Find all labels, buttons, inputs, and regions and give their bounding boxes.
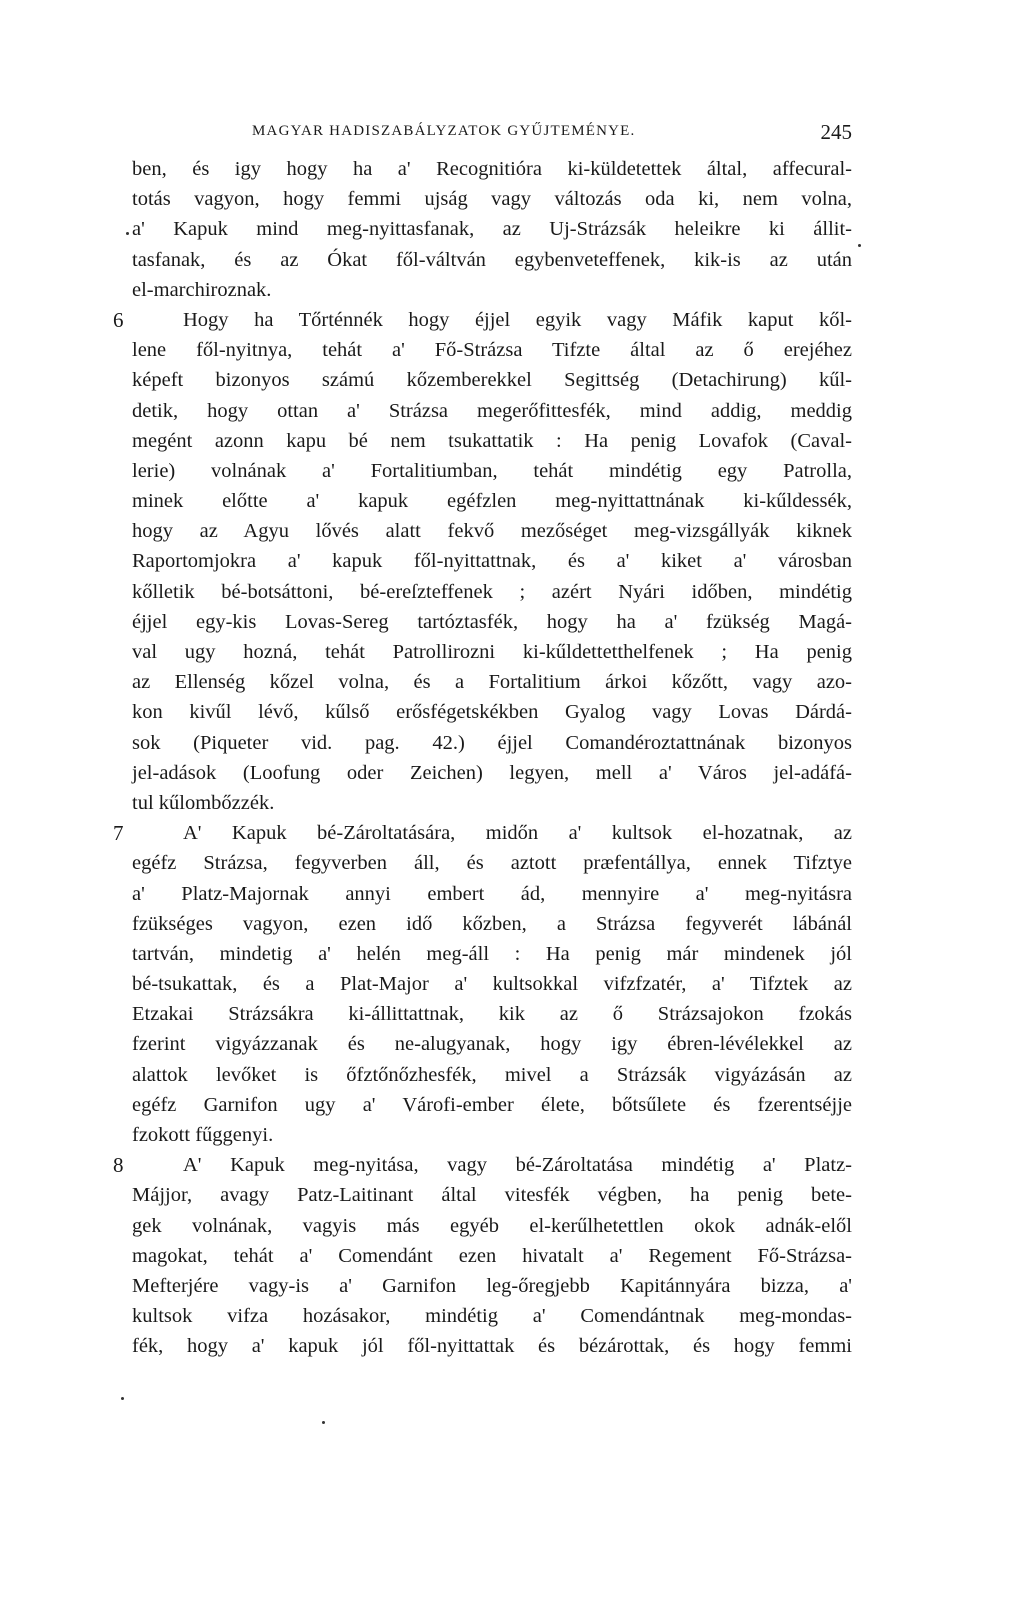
text-line [0, 1060, 1024, 1090]
line-text: fzokott fűggenyi. [132, 1124, 274, 1146]
text-line [0, 667, 1024, 697]
text-line [0, 1331, 1024, 1361]
text-line [0, 426, 1024, 456]
print-speck [126, 232, 129, 235]
text-line [0, 516, 1024, 546]
line-text: tasfanak, és az Ókat fől-váltván egybenveteffenek, kik-is az után [132, 248, 852, 271]
text-line [0, 456, 1024, 486]
text-line [0, 396, 1024, 426]
text-line [0, 969, 1024, 999]
text-line [0, 486, 1024, 516]
text-line [0, 999, 1024, 1029]
line-text: gek volnának, vagyis más egyéb el-kerűlhetettlen okok adnák-elől [132, 1214, 852, 1237]
body-text [0, 154, 1024, 1362]
line-text: jel-adások (Loofung oder Zeichen) legyen, mell a' Város jel-adáfá- [132, 761, 852, 784]
text-line [0, 939, 1024, 969]
text-line [0, 154, 1024, 184]
line-text: fzerint vigyázzanak és ne-alugyanak, hogy igy ébren-lévélekkel az [132, 1033, 852, 1056]
line-text: a' Kapuk mind meg-nyittasfanak, az Uj-Strázsák heleikre ki állit- [132, 218, 852, 241]
line-text: minek előtte a' kapuk egéfzlen meg-nyittattnának ki-kűldessék, [132, 490, 852, 513]
line-text: Etzakai Strázsákra ki-állittattnak, kik az ő Strázsajokon fzokás [132, 1003, 852, 1026]
line-text: fék, hogy a' kapuk jól fől-nyittattak és bézárottak, és hogy femmi [132, 1335, 852, 1358]
line-text: A' Kapuk meg-nyitása, vagy bé-Zároltatása mindétig a' Platz- [183, 1154, 852, 1177]
text-line [0, 184, 1024, 214]
line-text: tul kűlombőzzék. [132, 791, 275, 814]
line-text: az Ellenség kőzel volna, és a Fortalitium árkoi kőzőtt, vagy azo- [132, 671, 852, 694]
text-line [0, 728, 1024, 758]
line-text: detik, hogy ottan a' Strázsa megerőfittesfék, mind addig, meddig [132, 399, 852, 422]
text-line [0, 577, 1024, 607]
running-head [252, 120, 852, 147]
line-text: kon kivűl lévő, kűlső erősfégetskékben Gyalog vagy Lovas Dárdá- [132, 701, 852, 724]
line-text: Mefterjére vagy-is a' Garnifon leg-őregjebb Kapitánnyára bizza, a' [132, 1274, 852, 1297]
text-line [0, 1029, 1024, 1059]
line-text: ben, és igy hogy ha a' Recognitióra ki-küldetettek által, affecural- [132, 158, 852, 180]
line-text: kultsok vifza hozásakor, mindétig a' Comendántnak meg-mondas- [132, 1305, 852, 1328]
text-line [0, 365, 1024, 395]
line-text: a' Platz-Majornak annyi embert ád, mennyire a' meg-nyitásra [132, 882, 852, 905]
text-line [0, 1211, 1024, 1241]
line-text: tartván, mindetig a' helén meg-áll : Ha penig már mindenek jól [132, 942, 852, 965]
text-line [0, 1180, 1024, 1210]
paragraph-number: 8 [113, 1153, 124, 1178]
print-speck [322, 1421, 325, 1424]
line-text: A' Kapuk bé-Zároltatására, midőn a' kultsok el-hozatnak, az [183, 822, 852, 845]
line-text: lerie) volnának a' Fortalitiumban, tehát mindétig egy Patrolla, [132, 459, 852, 482]
text-line [0, 879, 1024, 909]
line-text: el-marchiroznak. [132, 278, 272, 301]
line-text: hogy az Agyu lővés alatt fekvő mezőséget meg-vizsgállyák kiknek [132, 520, 852, 543]
paragraph-number: 6 [113, 307, 124, 332]
line-text: alattok levőket is őfztőnőzhesfék, mivel a Strázsák vigyázásán az [132, 1063, 852, 1086]
text-line [0, 1150, 1024, 1180]
text-line [0, 1120, 1024, 1150]
text-line [0, 788, 1024, 818]
text-line [0, 305, 1024, 335]
line-text: egéfz Strázsa, fegyverben áll, és aztott præfentállya, ennek Tifztye [132, 852, 852, 875]
line-text: éjjel egy-kis Lovas-Sereg tartóztasfék, hogy ha a' fzükség Magá- [132, 610, 852, 633]
line-text: lene fől-nyitnya, tehát a' Fő-Strázsa Tifzte által az ő erejéhez [132, 339, 852, 362]
text-line [0, 909, 1024, 939]
text-line [0, 214, 1024, 244]
line-text: sok (Piqueter vid. pag. 42.) éjjel Comandéroztattnának bizonyos [132, 731, 852, 754]
text-line [0, 245, 1024, 275]
page-number: 245 [820, 120, 852, 144]
text-line [0, 607, 1024, 637]
paragraph-number: 7 [113, 821, 124, 846]
text-line [0, 335, 1024, 365]
line-text: Hogy ha Tőrténnék hogy éjjel egyik vagy Máfik kaput kől- [183, 308, 852, 331]
text-line [0, 546, 1024, 576]
line-text: fzükséges vagyon, ezen idő kőzben, a Strázsa fegyverét lábánál [132, 912, 852, 935]
text-line [0, 848, 1024, 878]
text-line [0, 758, 1024, 788]
text-line [0, 1090, 1024, 1120]
line-text: Raportomjokra a' kapuk fől-nyittattnak, és a' kiket a' városban [132, 550, 852, 573]
text-line [0, 1241, 1024, 1271]
line-text: megént azonn kapu bé nem tsukattatik : Ha penig Lovafok (Caval- [132, 429, 852, 452]
print-speck [121, 1397, 124, 1400]
line-text: bé-tsukattak, és a Plat-Major a' kultsokkal vifzfzatér, a' Tifztek az [132, 973, 852, 996]
line-text: magokat, tehát a' Comendánt ezen hivatalt a' Regement Fő-Strázsa- [132, 1244, 852, 1267]
line-text: kőlletik bé-botsáttoni, bé-ereſzteffenek ; azért Nyári időben, mindétig [132, 580, 852, 603]
running-head-title: MAGYAR HADISZABÁLYZATOK GYŰJTEMÉNYE. [252, 123, 636, 139]
print-speck [858, 244, 861, 247]
line-text: képeft bizonyos számú kőzemberekkel Segittség (Detachirung) kűl- [132, 369, 852, 392]
line-text: Májjor, avagy Patz-Laitinant által vitesfék végben, ha penig bete- [132, 1184, 852, 1207]
text-line [0, 1271, 1024, 1301]
line-text: val ugy hozná, tehát Patrollirozni ki-kűldettetthelfenek ; Ha penig [132, 641, 852, 663]
text-line [0, 275, 1024, 305]
text-line [0, 818, 1024, 848]
text-line [0, 697, 1024, 727]
text-line [0, 637, 1024, 667]
line-text: totás vagyon, hogy femmi ujság vagy változás oda ki, nem volna, [132, 188, 852, 211]
text-line [0, 1301, 1024, 1331]
line-text: egéfz Garnifon ugy a' Várofi-ember élete, bőtsűlete és fzerentséjje [132, 1093, 852, 1116]
